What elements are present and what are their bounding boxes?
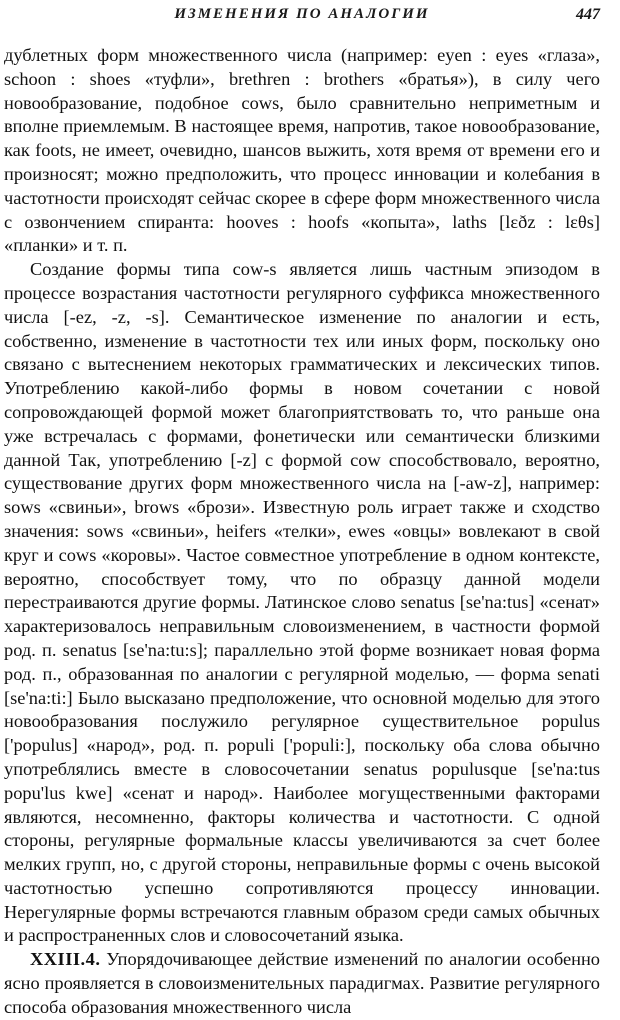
paragraph: Создание формы типа cow-s является лишь частным эпизодом в процессе возрастания частотности регулярного суффикса множественного числа [-ez, -z, -s]. Семантическое изменение по аналогии и есть, собственно, изменение в частотности тех или иных форм, поскольку оно связано с вытеснением некоторых грамматических и лексических типов. Употреблению какой-либо формы в новом сочетании с новой сопровождающей формой может благоприятствовать то, что раньше она уже встречалась с формами, фонетически или семантически близкими данной Так, употреблению [-z] с формой cow способствовало, вероятно, существование других форм множественного числа на [-aw-z], например: sows «свиньи», brows «брози». Известную роль играет также и сходство значения: sows «свиньи», heifers «телки», ewes «овцы» вовлекают в свой круг и cows «коровы». Частое совместное употребление в одном контексте, вероятно, способствует тому, что по образцу данной модели перестраиваются другие формы. Латинское слово senatus [se'na:tus] «сенат» характеризовалось неправильным словоизменением, в частности формой род. п. senatus [se'na:tu:s]; параллельно этой форме возникает новая форма род. п., образованная по аналогии с регулярной моделью, — форма senati [se'na:ti:] Было высказано предположение, что основной моделью для этого новообразования послужило регулярное существительное populus ['populus] «народ», род. п. populi ['populi:], поскольку оба слова обычно употреблялись вместе в словосочетании senatus populusque [se'na:tus popu'lus kwe] «сенат и народ». Наиболее могущественными факторами являются, несомненно, факторы количества и частотности. С одной стороны, регулярные формальные классы увеличиваются за счет более мелких групп, но, с другой стороны, неправильные формы с очень высокой частотностью успешно сопротивляются процессу инновации. Нерегулярные формы встречаются главным образом среди самых обычных и распространенных слов и словосочетаний языка. bbox=[4, 259, 600, 946]
page-header bbox=[4, 4, 600, 44]
body-text bbox=[4, 44, 600, 1020]
section-number: XXIII.4. bbox=[30, 949, 101, 970]
section-paragraph-text: Упорядочивающее действие изменений по аналогии особенно ясно проявляется в словоизменительных парадигмах. Развитие регулярного способа образования множественного числа bbox=[4, 949, 600, 1017]
page-number: 447 bbox=[576, 6, 600, 23]
paragraph-continued: дублетных форм множественного числа (например: eyen : eyes «глаза», schoon : shoes «туфли», brethren : brothers «братья»), в силу чего новообразование, подобное cows, было сравнительно неприметным и вполне приемлемым. В настоящее время, напротив, такое новообразование, как foots, не имеет, очевидно, шансов выжить, хотя время от времени его и произносят; можно предположить, что процесс инновации и колебания в частотности происходят сейчас скорее в сфере форм множественного числа с озвончением спиранта: hooves : hoofs «копыта», laths [lɛðz : lɛθs] «планки» и т. п. bbox=[4, 45, 600, 256]
running-title: ИЗМЕНЕНИЯ ПО АНАЛОГИИ bbox=[174, 6, 430, 22]
